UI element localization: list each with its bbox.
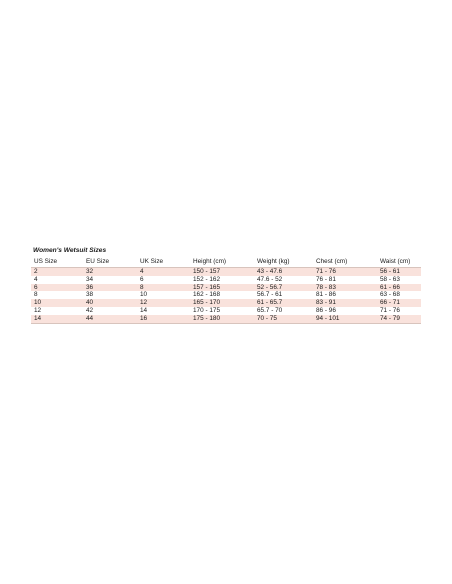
table-row [31,268,421,276]
cell-eu-size: 38 [83,291,137,299]
cell-waist: 63 - 68 [377,291,421,299]
cell-eu-size: 42 [83,307,137,315]
header-eu-size: EU Size [83,257,137,268]
cell-height: 170 - 175 [190,307,254,315]
header-us-size: US Size [31,257,83,268]
cell-chest: 76 - 81 [313,276,377,284]
cell-waist: 61 - 66 [377,284,421,292]
cell-waist: 56 - 61 [377,268,421,276]
cell-us-size: 10 [31,299,83,307]
cell-us-size: 14 [31,315,83,323]
cell-weight: 47.6 - 52 [254,276,313,284]
cell-weight: 61 - 65.7 [254,299,313,307]
cell-uk-size: 8 [137,284,190,292]
header-chest: Chest (cm) [313,257,377,268]
header-uk-size: UK Size [137,257,190,268]
cell-weight: 70 - 75 [254,315,313,323]
cell-height: 175 - 180 [190,315,254,323]
chart-title: Women's Wetsuit Sizes [33,247,107,254]
cell-waist: 71 - 76 [377,307,421,315]
cell-chest: 71 - 76 [313,268,377,276]
cell-us-size: 2 [31,268,83,276]
table-row [31,315,421,323]
cell-height: 150 - 157 [190,268,254,276]
cell-eu-size: 36 [83,284,137,292]
cell-us-size: 8 [31,291,83,299]
cell-uk-size: 4 [137,268,190,276]
cell-eu-size: 32 [83,268,137,276]
cell-chest: 78 - 83 [313,284,377,292]
table-row [31,299,421,307]
cell-uk-size: 6 [137,276,190,284]
header-weight: Weight (kg) [254,257,313,268]
header-waist: Waist (cm) [377,257,421,268]
cell-height: 162 - 168 [190,291,254,299]
cell-uk-size: 10 [137,291,190,299]
size-chart [31,247,421,324]
cell-eu-size: 34 [83,276,137,284]
cell-waist: 74 - 79 [377,315,421,323]
cell-eu-size: 44 [83,315,137,323]
table-header-row [31,257,421,268]
table-row [31,291,421,299]
cell-weight: 65.7 - 70 [254,307,313,315]
cell-chest: 94 - 101 [313,315,377,323]
cell-height: 152 - 162 [190,276,254,284]
cell-chest: 83 - 91 [313,299,377,307]
cell-height: 157 - 165 [190,284,254,292]
cell-waist: 66 - 71 [377,299,421,307]
cell-uk-size: 14 [137,307,190,315]
cell-weight: 56.7 - 61 [254,291,313,299]
cell-uk-size: 12 [137,299,190,307]
cell-chest: 86 - 96 [313,307,377,315]
cell-chest: 81 - 86 [313,291,377,299]
cell-us-size: 12 [31,307,83,315]
cell-uk-size: 16 [137,315,190,323]
table-row [31,284,421,292]
cell-weight: 43 - 47.6 [254,268,313,276]
cell-us-size: 6 [31,284,83,292]
table-row [31,307,421,315]
size-table [31,257,421,324]
cell-weight: 52 - 56.7 [254,284,313,292]
cell-us-size: 4 [31,276,83,284]
cell-waist: 58 - 63 [377,276,421,284]
cell-height: 165 - 170 [190,299,254,307]
header-height: Height (cm) [190,257,254,268]
table-row [31,276,421,284]
cell-eu-size: 40 [83,299,137,307]
